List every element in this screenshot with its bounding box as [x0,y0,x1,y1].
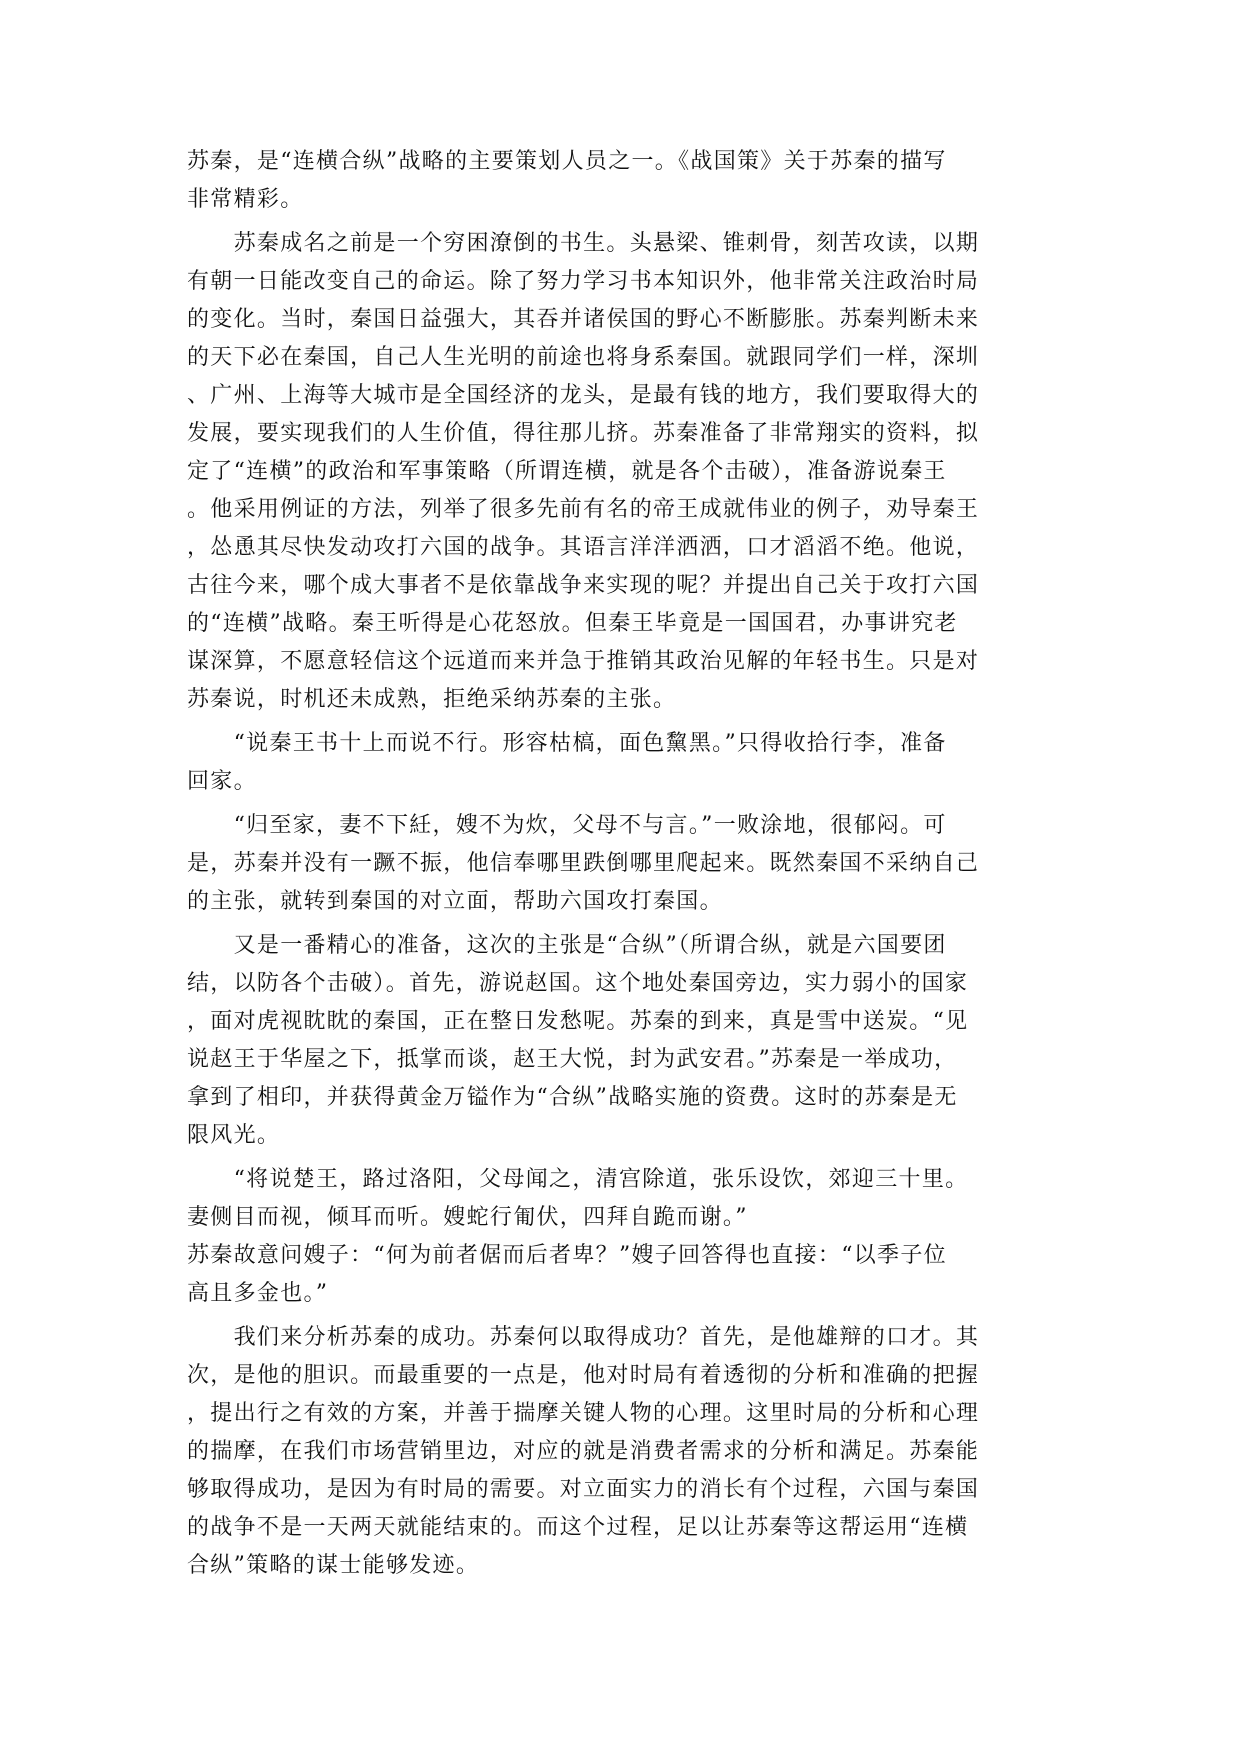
text-line: 的战争不是一天两天就能结束的。而这个过程，足以让苏秦等这帮运用“连横 [187,1515,969,1540]
text-line: 的变化。当时，秦国日益强大，其吞并诸侯国的野心不断膨胀。苏秦判断未来 [187,307,980,332]
text-line: 合纵”策略的谋士能够发迹。 [187,1553,480,1578]
text-line: 。他采用例证的方法，列举了很多先前有名的帝王成就伟业的例子，劝导秦王 [187,497,980,522]
text-line: 的主张，就转到秦国的对立面，帮助六国攻打秦国。 [187,889,723,914]
text-line: 、广州、上海等大城市是全国经济的龙头，是最有钱的地方，我们要取得大的 [187,383,980,408]
text-line: 结，以防各个击破）。首先，游说赵国。这个地处秦国旁边，实力弱小的国家 [187,971,969,996]
text-line: 谋深算，不愿意轻信这个远道而来并急于推销其政治见解的年轻书生。只是对 [187,649,980,674]
text-line: 妻侧目而视，倾耳而听。嫂蛇行匍伏，四拜自跪而谢。” [187,1205,748,1230]
text-line: 的揣摩，在我们市场营销里边，对应的就是消费者需求的分析和满足。苏秦能 [187,1439,980,1464]
text-line: 苏秦故意问嫂子：“何为前者倨而后者卑？”嫂子回答得也直接：“以季子位 [187,1243,947,1268]
text-line: ，面对虎视眈眈的秦国，正在整日发愁呢。苏秦的到来，真是雪中送炭。“见 [187,1009,969,1034]
text-line: 我们来分析苏秦的成功。苏秦何以取得成功？首先，是他雄辩的口才。其 [187,1325,980,1350]
text-line: 次，是他的胆识。而最重要的一点是，他对时局有着透彻的分析和准确的把握 [187,1363,980,1388]
text-line: 发展，要实现我们的人生价值，得往那儿挤。苏秦准备了非常翔实的资料，拟 [187,421,980,446]
text-line: 的天下必在秦国，自己人生光明的前途也将身系秦国。就跟同学们一样，深圳 [187,345,980,370]
text-line: 非常精彩。 [187,187,304,212]
text-line: 定了“连横”的政治和军事策略（所谓连横，就是各个击破），准备游说秦王 [187,459,947,484]
text-line: 苏秦说，时机还未成熟，拒绝采纳苏秦的主张。 [187,687,677,712]
text-line: “说秦王书十上而说不行。形容枯槁，面色黧黑。”只得收拾行李，准备 [187,731,947,756]
text-line: 是，苏秦并没有一蹶不振，他信奉哪里跌倒哪里爬起来。既然秦国不采纳自己 [187,851,980,876]
text-line: ，怂恿其尽快发动攻打六国的战争。其语言洋洋洒洒，口才滔滔不绝。他说， [187,535,980,560]
text-line: 苏秦成名之前是一个穷困潦倒的书生。头悬梁、锥刺骨，刻苦攻读，以期 [187,231,980,256]
text-line: ，提出行之有效的方案，并善于揣摩关键人物的心理。这里时局的分析和心理 [187,1401,980,1426]
text-line: 的“连横”战略。秦王听得是心花怒放。但秦王毕竟是一国国君，办事讲究老 [187,611,958,636]
text-line: 限风光。 [187,1123,281,1148]
text-line: 高且多金也。” [187,1281,329,1306]
text-line: 够取得成功，是因为有时局的需要。对立面实力的消长有个过程，六国与秦国 [187,1477,980,1502]
article-body [187,143,1057,1585]
text-line: “归至家，妻不下紝，嫂不为炊，父母不与言。”一败涂地，很郁闷。可 [187,813,947,838]
text-line: 拿到了相印，并获得黄金万镒作为“合纵”战略实施的资费。这时的苏秦是无 [187,1085,958,1110]
text-line: “将说楚王，路过洛阳，父母闻之，清宫除道，张乐设饮，郊迎三十里。 [187,1167,969,1192]
text-line: 苏秦，是“连横合纵”战略的主要策划人员之一。《战国策》关于苏秦的描写 [187,149,947,174]
text-line: 回家。 [187,769,257,794]
text-line: 说赵王于华屋之下，抵掌而谈，赵王大悦，封为武安君。”苏秦是一举成功， [187,1047,958,1072]
text-line: 古往今来，哪个成大事者不是依靠战争来实现的呢？并提出自己关于攻打六国 [187,573,980,598]
text-line: 有朝一日能改变自己的命运。除了努力学习书本知识外，他非常关注政治时局 [187,269,980,294]
text-line: 又是一番精心的准备，这次的主张是“合纵”（所谓合纵，就是六国要团 [187,933,947,958]
